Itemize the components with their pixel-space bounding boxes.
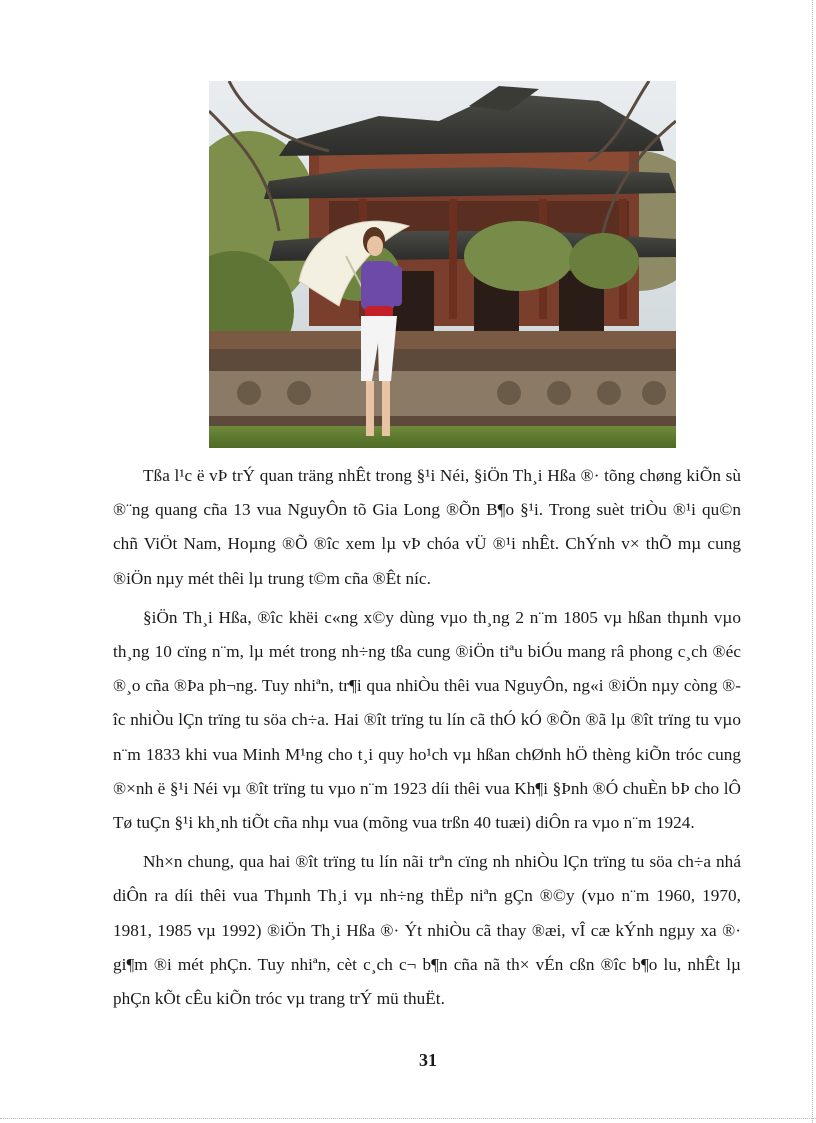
stone-wall — [209, 331, 676, 429]
paragraph: §iÖn Th¸i Hßa, ®îc khëi c«ng x©y dùng vµo th¸ng 2 n¨m 1805 vµ hßan thµnh vµo th¸ng 10 cïng n¨m, lµ mét trong nh÷ng tßa cung ®iÖn tiªu biÓu mang râ phong c¸ch ®éc ®¸o cña ®Þa ph¬ng. Tuy nhiªn, tr¶i qua nhiÒu thêi vua NguyÔn, ng«i ®iÖn nµy còng ®îc nhiÒu lÇn trïng tu söa ch÷a. Hai ®ît trïng tu lín cã thÓ kÓ ®Õn ®ã lµ ®ît trïng tu vµo n¨m 1833 khi vua Minh M¹ng cho t¸i quy ho¹ch vµ hßan chØnh hÖ thèng kiÕn tróc cung ®×nh ë §¹i Néi vµ ®ît trïng tu vµo n¨m 1923 díi thêi vua Kh¶i §Þnh ®Ó chuÈn bÞ cho lÔ Tø tuÇn §¹i kh¸nh tiÕt cña nhµ vua (mõng vua trßn 40 tuæi) diÔn ra vµo n¨m 1924. — [113, 607, 741, 833]
page-number: 31 — [419, 1050, 437, 1070]
palace-gate-photo — [209, 81, 676, 448]
paragraph: Nh×n chung, qua hai ®ît trïng tu lín nãi trªn cïng nh nhiÒu lÇn trïng tu söa ch÷a nhá diÔn ra díi thêi vua Thµnh Th¸i vµ nh÷ng thËp niªn gÇn ®©y (vµo n¨m 1960, 1970, 1981, 1985 vµ 1992) ®iÖn Th¸i Hßa ®· Ýt nhiÒu cã thay ®æi, vÎ cæ kÝnh ngµy xa ®· gi¶m ®i mét phÇn. Tuy nhiªn, cèt c¸ch c¬ b¶n cña nã th× vÉn cßn ®îc b¶o lu, nhÊt lµ phÇn kÕt cÊu kiÕn tróc vµ trang trÝ mü thuËt. — [113, 852, 741, 1009]
page-edge-bottom — [0, 1118, 816, 1119]
article-text — [113, 459, 741, 1021]
page-edge-right — [812, 0, 813, 1123]
paragraph: Tßa l¹c ë vÞ trÝ quan träng nhÊt trong §¹i Néi, §iÖn Th¸i Hßa ®· tõng chøng kiÕn sù ®¨ng quang cña 13 vua NguyÔn tõ Gia Long ®Õn B¶o §¹i. Trong suèt triÒu ®¹i qu©n chñ ViÖt Nam, Hoµng ®Õ ®îc xem lµ vÞ chóa vÜ ®¹i nhÊt. ChÝnh v× thÕ mµ cung ®iÖn nµy mét thêi lµ trung t©m cña ®Êt níc. — [113, 466, 741, 588]
